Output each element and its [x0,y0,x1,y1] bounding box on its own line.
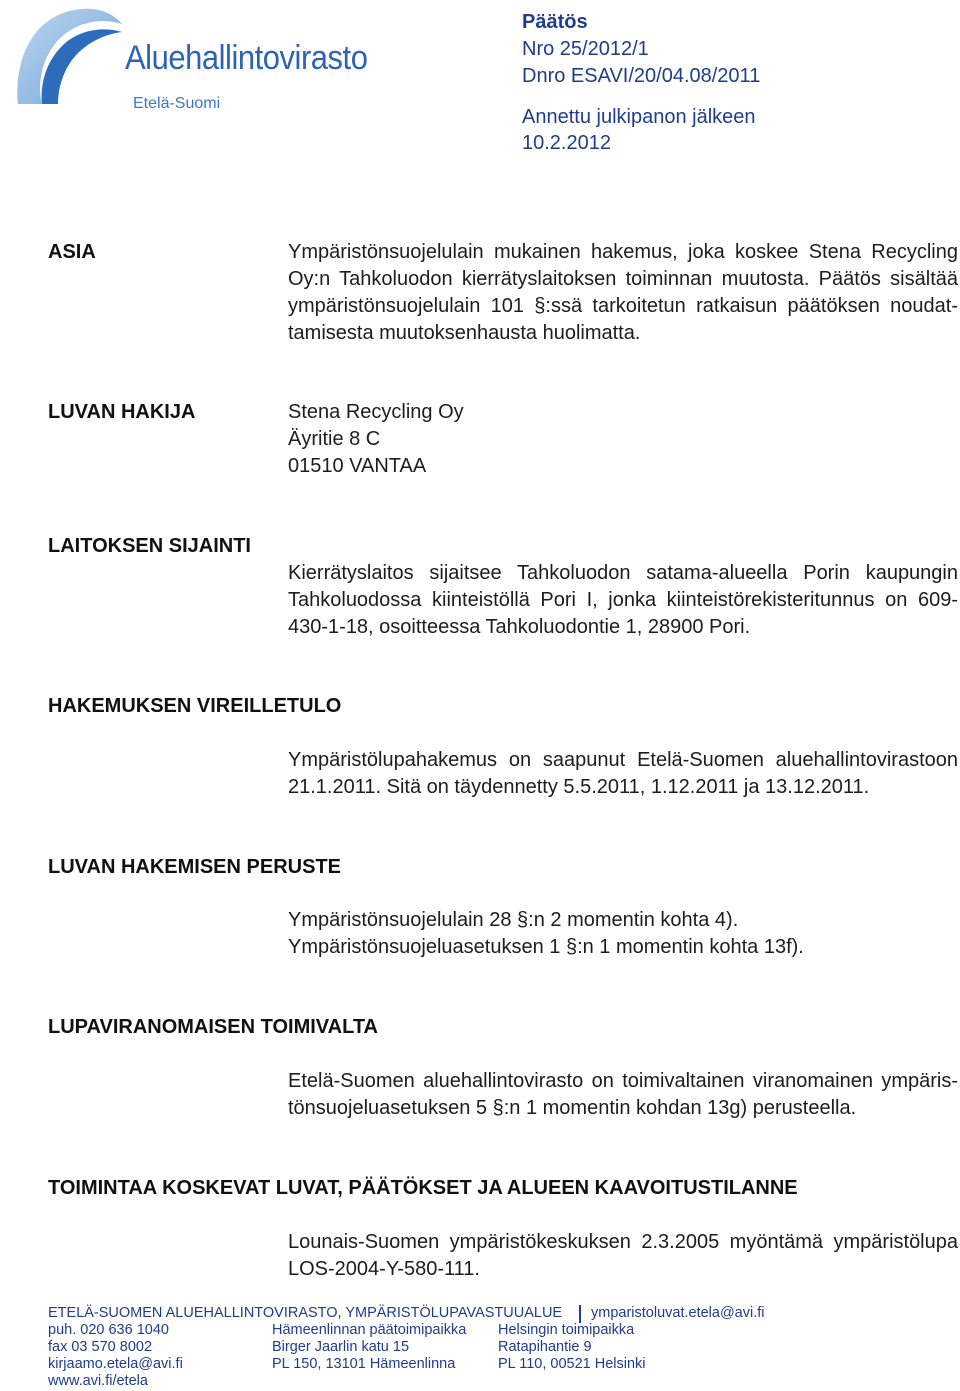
footer-org: ETELÄ-SUOMEN ALUEHALLINTOVIRASTO, YMPÄRISTÖLUPAVASTUUALUE [48,1305,563,1321]
text-line: 430-1-18, osoitteessa Tahkoluodontie 1, 28900 Pori. [288,615,751,638]
section-label-applicant: LUVAN HAKIJA [48,400,196,423]
text-line: Ympäristölupahakemus on saapunut Etelä-Suomen aluehallintovirastoon [288,748,958,771]
footer-main-office-title: Hämeenlinnan päätoimipaikka [272,1322,467,1338]
section-body-asia [288,239,958,347]
footer-divider [579,1305,581,1323]
footer-phone: puh. 020 636 1040 [48,1322,169,1338]
text-line: Etelä-Suomen aluehallintovirasto on toimivaltainen viranomainen ympäris- [288,1069,958,1092]
logo-region: Etelä-Suomi [133,95,221,112]
text-line: Ympäristönsuojelulain mukainen hakemus, joka koskee Stena Recycling [288,240,958,263]
document-type: Päätös [522,10,588,33]
footer-website: www.avi.fi/etela [48,1373,148,1389]
section-body-applicant [288,399,958,480]
section-body-filing [288,747,958,801]
section-label-filing: HAKEMUKSEN VIREILLETULO [48,694,342,717]
text-line: 21.1.2011. Sitä on täydennetty 5.5.2011, 1.12.2011 ja 13.12.2011. [288,775,870,798]
issued-date: 10.2.2012 [522,132,611,154]
footer-contact [48,1322,183,1390]
text-line: Äyritie 8 C [288,427,381,450]
text-line: ympäristönsuojelulain 101 §:ssä tarkoitetun ratkaisun päätöksen noudat- [288,294,958,317]
section-label-permits: TOIMINTAA KOSKEVAT LUVAT, PÄÄTÖKSET JA ALUEEN KAAVOITUSTILANNE [48,1176,798,1199]
footer-helsinki-office-postal: PL 110, 00521 Helsinki [498,1356,646,1372]
footer-email: ymparistoluvat.etela@avi.fi [591,1305,765,1321]
text-line: Lounais-Suomen ympäristökeskuksen 2.3.2005 myöntämä ympäristölupa [288,1230,958,1253]
section-label-basis: LUVAN HAKEMISEN PERUSTE [48,855,341,878]
document-issued [522,104,756,156]
section-label-location: LAITOKSEN SIJAINTI [48,534,251,557]
text-line: Ympäristönsuojelulain 28 §:n 2 momentin kohta 4). [288,908,739,931]
footer-helsinki-office [498,1322,646,1373]
document-number: Nro 25/2012/1 [522,37,649,60]
text-line: tönsuojeluasetuksen 5 §:n 1 momentin kohdan 13g) perusteella. [288,1096,857,1119]
footer-main-office-postal: PL 150, 13101 Hämeenlinna [272,1356,456,1372]
section-body-permits [288,1229,958,1283]
footer-registry-email: kirjaamo.etela@avi.fi [48,1356,183,1372]
text-line: Kierrätyslaitos sijaitsee Tahkoluodon satama-alueella Porin kaupungin [288,561,958,584]
logo-name: Aluehallintovirasto [125,39,368,77]
document-dnro: Dnro ESAVI/20/04.08/2011 [522,64,761,87]
section-body-location [288,560,958,641]
section-label-authority: LUPAVIRANOMAISEN TOIMIVALTA [48,1015,378,1038]
text-line: Stena Recycling Oy [288,400,464,423]
footer-main-office-street: Birger Jaarlin katu 15 [272,1339,410,1355]
footer-fax: fax 03 570 8002 [48,1339,153,1355]
text-line: tamisesta muutoksenhausta huolimatta. [288,321,641,344]
section-body-authority [288,1068,958,1122]
text-line: Ympäristönsuojeluasetuksen 1 §:n 1 momentin kohta 13f). [288,935,804,958]
text-line: LOS-2004-Y-580-111. [288,1257,480,1280]
section-label-asia: ASIA [48,240,96,263]
avi-logo-mark-icon [12,4,124,108]
document-meta [522,9,760,90]
footer-helsinki-office-street: Ratapihantie 9 [498,1339,592,1355]
section-body-basis [288,907,958,961]
text-line: Oy:n Tahkoluodon kierrätyslaitoksen toiminnan muutosta. Päätös sisältää [288,267,958,290]
issued-label: Annettu julkipanon jälkeen [522,106,756,128]
text-line: 01510 VANTAA [288,454,427,477]
footer-helsinki-office-title: Helsingin toimipaikka [498,1322,635,1338]
footer-main-office [272,1322,466,1373]
text-line: Tahkoluodossa kiinteistöllä Pori I, jonka kiinteistörekisteritunnus on 609- [288,588,958,611]
